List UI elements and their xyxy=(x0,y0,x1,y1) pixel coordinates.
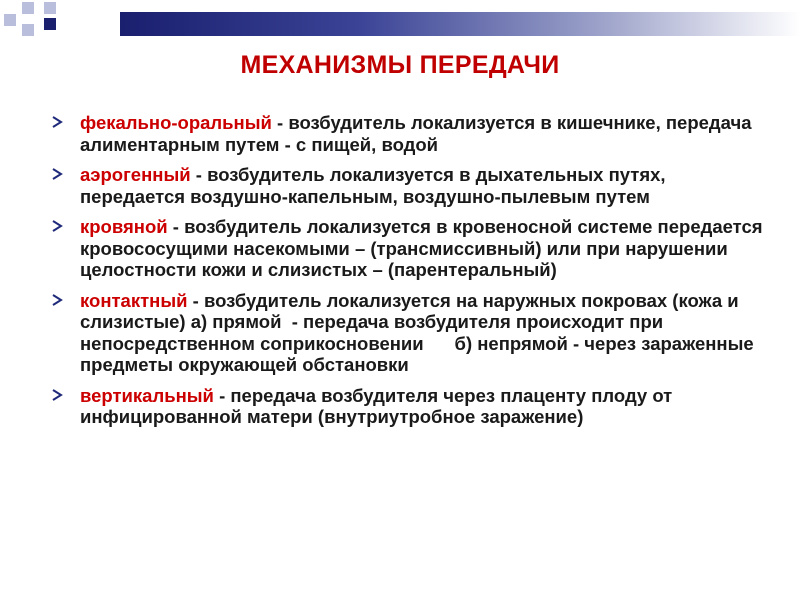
header-gradient-bar xyxy=(120,12,800,36)
mechanism-term: контактный xyxy=(80,289,188,311)
decor-square xyxy=(4,14,16,26)
header-decoration xyxy=(0,0,800,40)
list-item xyxy=(50,112,770,155)
mechanism-term: вертикальный xyxy=(80,384,214,406)
decor-square xyxy=(22,2,34,14)
mechanism-description: - возбудитель локализуется на наружных покровах (кожа и слизистые) а) прямой - передача возбудителя происходит при непосредственном соприкосновении б) непрямой - через зараженные предметы окружающей обстановки xyxy=(80,289,759,375)
transmission-list xyxy=(50,112,770,437)
mechanism-description: - возбудитель локализуется в кровеносной системе передается кровососущими насекомыми – (трансмиссивный) или при нарушении целостности кожи и слизистых – (парентеральный) xyxy=(80,216,763,280)
mechanism-term: фекально-оральный xyxy=(80,112,272,133)
arrow-bullet-icon xyxy=(50,218,64,234)
mechanism-description: - передача возбудителя через плаценту плоду от инфицированной матери (внутриутробное заражение) xyxy=(80,384,673,427)
arrow-bullet-icon xyxy=(50,114,64,130)
arrow-bullet-icon xyxy=(50,166,64,182)
arrow-bullet-icon xyxy=(50,292,64,308)
mechanism-description: - возбудитель локализуется в дыхательных путях, передается воздушно-капельным, воздушно-пылевым путем xyxy=(80,164,666,207)
decor-square xyxy=(44,2,56,14)
list-item xyxy=(50,164,770,207)
arrow-bullet-icon xyxy=(50,387,64,403)
decor-square xyxy=(22,24,34,36)
list-item xyxy=(50,385,770,428)
slide-title: МЕХАНИЗМЫ ПЕРЕДАЧИ xyxy=(240,51,560,79)
decor-square xyxy=(44,18,56,30)
mechanism-term: кровяной xyxy=(80,216,168,237)
mechanism-description: - возбудитель локализуется в кишечнике, передача алиментарным путем - с пищей, водой xyxy=(80,112,752,155)
mechanism-term: аэрогенный xyxy=(80,164,191,185)
list-item xyxy=(50,216,770,281)
list-item xyxy=(50,290,770,376)
